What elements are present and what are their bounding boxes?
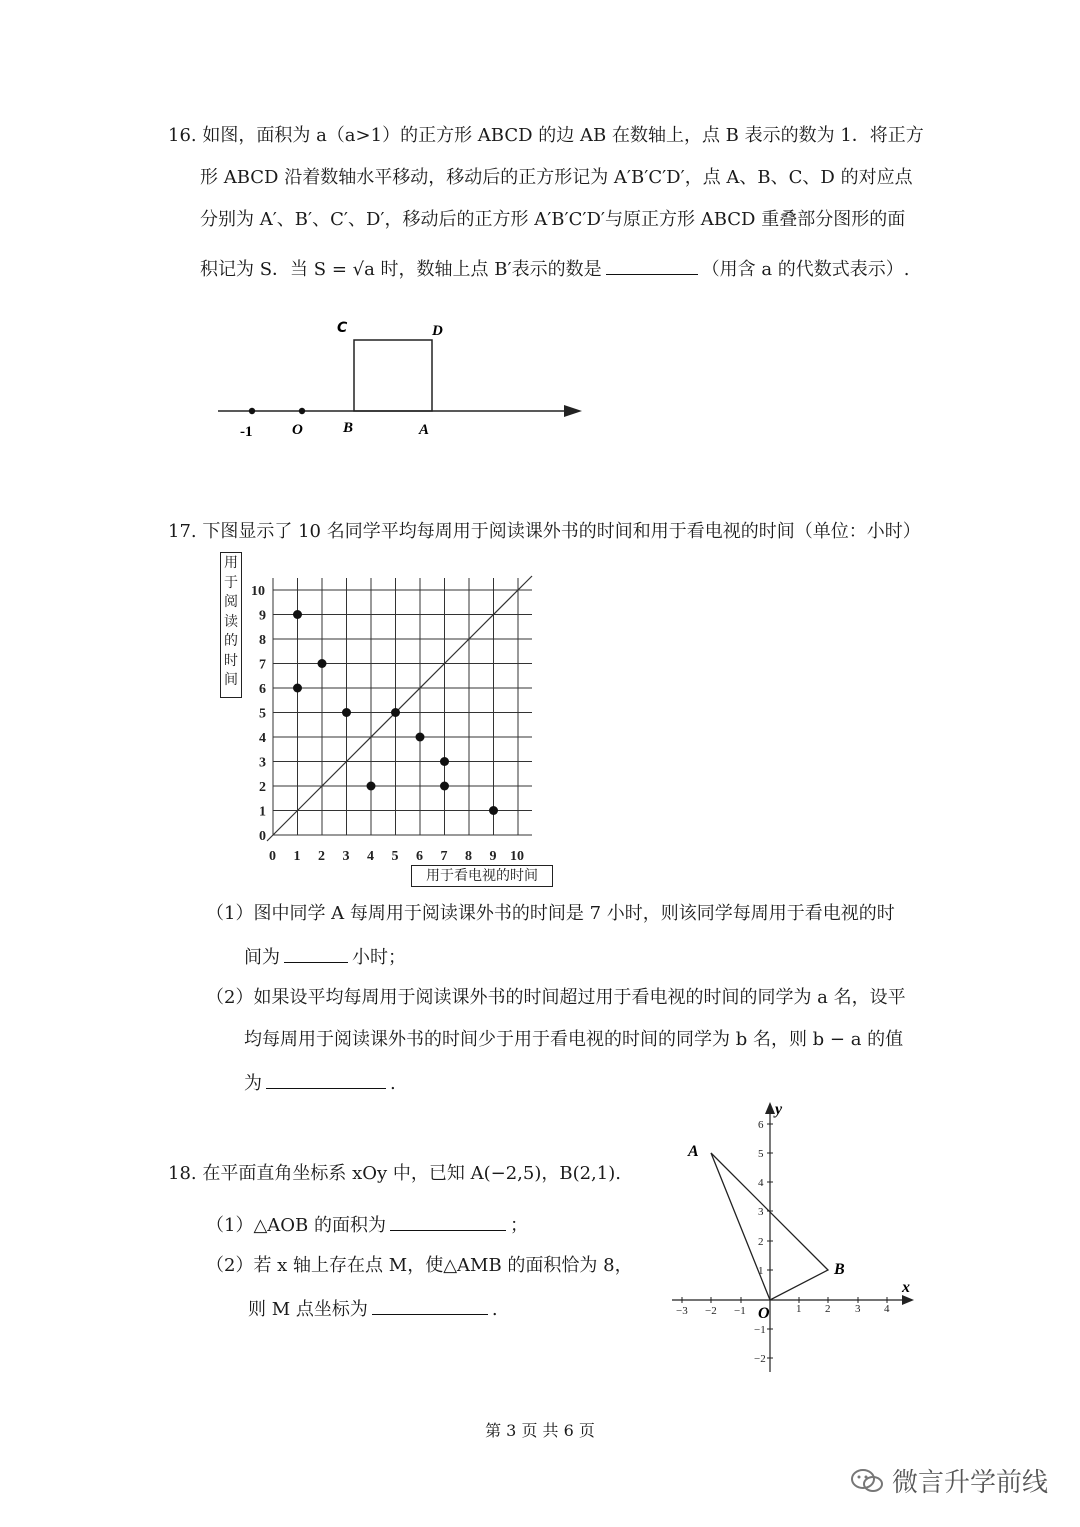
x-tick-label: 4: [367, 849, 374, 864]
y-tick-label: −1: [754, 1324, 766, 1336]
q18-sub2-answer-blank[interactable]: [372, 1294, 488, 1315]
watermark: [850, 1462, 1048, 1499]
y-tick-label: 0: [259, 829, 266, 844]
square-abcd: [354, 340, 432, 411]
q16-answer-blank[interactable]: [606, 254, 698, 275]
q17-scatter-chart: [230, 570, 550, 870]
q16-line3: 分别为 A′、B′、C′、D′，移动后的正方形 A′B′C′D′与原正方形 ABCD 重叠部分图形的面: [200, 209, 906, 230]
q16-line4-post: （用含 a 的代数式表示）.: [701, 259, 910, 280]
x-tick-label: 9: [489, 849, 497, 864]
data-point: [391, 708, 400, 717]
x-tick-label: 3: [342, 849, 350, 864]
q17-sub2-post: .: [390, 1073, 396, 1094]
q18-sub2-line2: [248, 1294, 498, 1324]
ylabel-char: 阅: [224, 594, 238, 610]
reference-line-y-equals-x: [267, 576, 532, 841]
x-tick-label: 6: [416, 849, 423, 864]
y-tick-label: 4: [259, 731, 266, 746]
y-tick-label: 7: [259, 657, 266, 673]
ylabel-char: 用: [224, 555, 238, 571]
x-tick-label: 2: [318, 849, 325, 864]
x-axis-arrow: [902, 1295, 914, 1305]
data-point: [293, 684, 302, 693]
y-tick-label: 8: [259, 633, 266, 648]
data-point: [367, 782, 376, 791]
data-point: [440, 757, 449, 766]
data-point: [342, 708, 351, 717]
x-tick-label: 4: [884, 1303, 890, 1315]
q16-line2: 形 ABCD 沿着数轴水平移动，移动后的正方形记为 A′B′C′D′，点 A、B、C、D 的对应点: [200, 167, 913, 188]
point-a-label: A: [688, 1143, 699, 1160]
x-tick-label: 5: [391, 849, 399, 864]
q16-line4-pre: 积记为 S．当 S = √a 时，数轴上点 B′表示的数是: [200, 259, 602, 280]
y-axis-arrow: [765, 1102, 775, 1114]
x-tick-label: 2: [825, 1303, 831, 1315]
y-tick-label: 10: [251, 584, 265, 599]
q18-sub2-post: .: [491, 1299, 498, 1320]
ylabel-char: 读: [224, 613, 238, 630]
y-tick-label: 1: [758, 1265, 764, 1277]
x-tick-label: 3: [855, 1303, 861, 1315]
label-d: D: [432, 323, 443, 339]
ylabel-char: 间: [224, 672, 238, 688]
q16-line1: 16. 如图，面积为 a（a>1）的正方形 ABCD 的边 AB 在数轴上，点 B 表示的数为 1．将正方: [168, 125, 924, 146]
point-neg1: [249, 408, 255, 414]
q17-line1: 17. 下图显示了 10 名同学平均每周用于阅读课外书的时间和用于看电视的时间（单位：小时）: [168, 521, 921, 542]
data-point: [440, 782, 449, 791]
watermark-text: 微言升学前线: [892, 1468, 1049, 1498]
label-b: B: [343, 420, 354, 436]
q18-coordinate-figure: [666, 1096, 922, 1382]
y-tick-label: 1: [259, 804, 266, 820]
q17-sub1-post: 小时；: [352, 947, 406, 968]
x-tick-label: 0: [269, 849, 276, 864]
q17-sub2-pre: 为: [244, 1073, 262, 1094]
x-tick-label: 7: [440, 849, 448, 864]
x-tick-label: 10: [510, 849, 524, 864]
y-tick-label: 6: [259, 682, 266, 697]
number-line-arrow: [564, 405, 582, 417]
label-c: C: [337, 320, 348, 336]
data-point: [293, 610, 302, 619]
q16-figure: [210, 310, 590, 450]
q16-line4: [200, 254, 910, 284]
wechat-icon: [850, 1468, 884, 1494]
q17-sub2-answer-blank[interactable]: [266, 1068, 386, 1089]
q17-sub1-answer-blank[interactable]: [284, 942, 348, 963]
y-tick-label: 4: [758, 1177, 764, 1189]
ylabel-char: 的: [224, 633, 238, 649]
ylabel-char: 时: [224, 652, 238, 669]
q18-sub2-pre: 则 M 点坐标为: [248, 1299, 368, 1320]
q17-sub1-line2: [244, 942, 406, 972]
point-b-label: B: [834, 1261, 845, 1278]
label-neg1: -1: [240, 424, 253, 440]
label-o: O: [292, 422, 303, 438]
q18-line1: 18. 在平面直角坐标系 xOy 中，已知 A(−2,5)，B(2,1).: [168, 1163, 621, 1184]
q18-sub1-answer-blank[interactable]: [390, 1210, 506, 1231]
data-point: [318, 659, 327, 668]
q17-sub2-line2: 均每周用于阅读课外书的时间少于用于看电视的时间的同学为 b 名，则 b − a 的值: [244, 1029, 904, 1050]
q17-x-axis-label: 用于看电视的时间: [411, 865, 553, 887]
y-tick-label: 5: [758, 1148, 764, 1160]
q18-sub2-line1: （2）若 x 轴上存在点 M，使△AMB 的面积恰为 8，: [206, 1255, 633, 1276]
label-a: A: [419, 422, 430, 438]
ylabel-char: 于: [224, 574, 238, 591]
data-point: [489, 806, 498, 815]
y-tick-label: −2: [754, 1353, 766, 1365]
y-tick-label: 2: [259, 780, 266, 795]
q17-sub1-pre: 间为: [244, 947, 280, 968]
x-tick-label: 1: [796, 1303, 802, 1315]
y-tick-label: 5: [259, 706, 266, 722]
x-tick-label: −3: [676, 1305, 688, 1317]
q18-sub1-post: ；: [510, 1215, 528, 1236]
y-tick-label: 9: [259, 608, 266, 624]
page-footer: 第 3 页 共 6 页: [485, 1421, 595, 1440]
y-axis-label: y: [775, 1101, 783, 1118]
q17-sub1-line1: （1）图中同学 A 每周用于阅读课外书的时间是 7 小时，则该同学每周用于看电视的时: [206, 903, 895, 924]
q18-sub1: [206, 1210, 528, 1240]
data-point: [416, 733, 425, 742]
origin-label: O: [758, 1305, 770, 1322]
x-tick-label: 8: [465, 849, 472, 864]
point-origin: [299, 408, 305, 414]
x-tick-label: −1: [734, 1305, 746, 1317]
y-tick-label: 3: [259, 755, 266, 771]
q17-sub2-line3: [244, 1068, 396, 1098]
x-axis-label: x: [902, 1279, 910, 1296]
q18-sub1-pre: （1）△AOB 的面积为: [206, 1215, 386, 1236]
q17-sub2-line1: （2）如果设平均每周用于阅读课外书的时间超过用于看电视的时间的同学为 a 名，设平: [206, 987, 906, 1008]
x-tick-label: 1: [293, 849, 301, 864]
y-tick-label: 3: [758, 1206, 764, 1218]
y-tick-label: 6: [758, 1119, 764, 1131]
y-tick-label: 2: [758, 1236, 764, 1248]
x-tick-label: −2: [705, 1305, 717, 1317]
